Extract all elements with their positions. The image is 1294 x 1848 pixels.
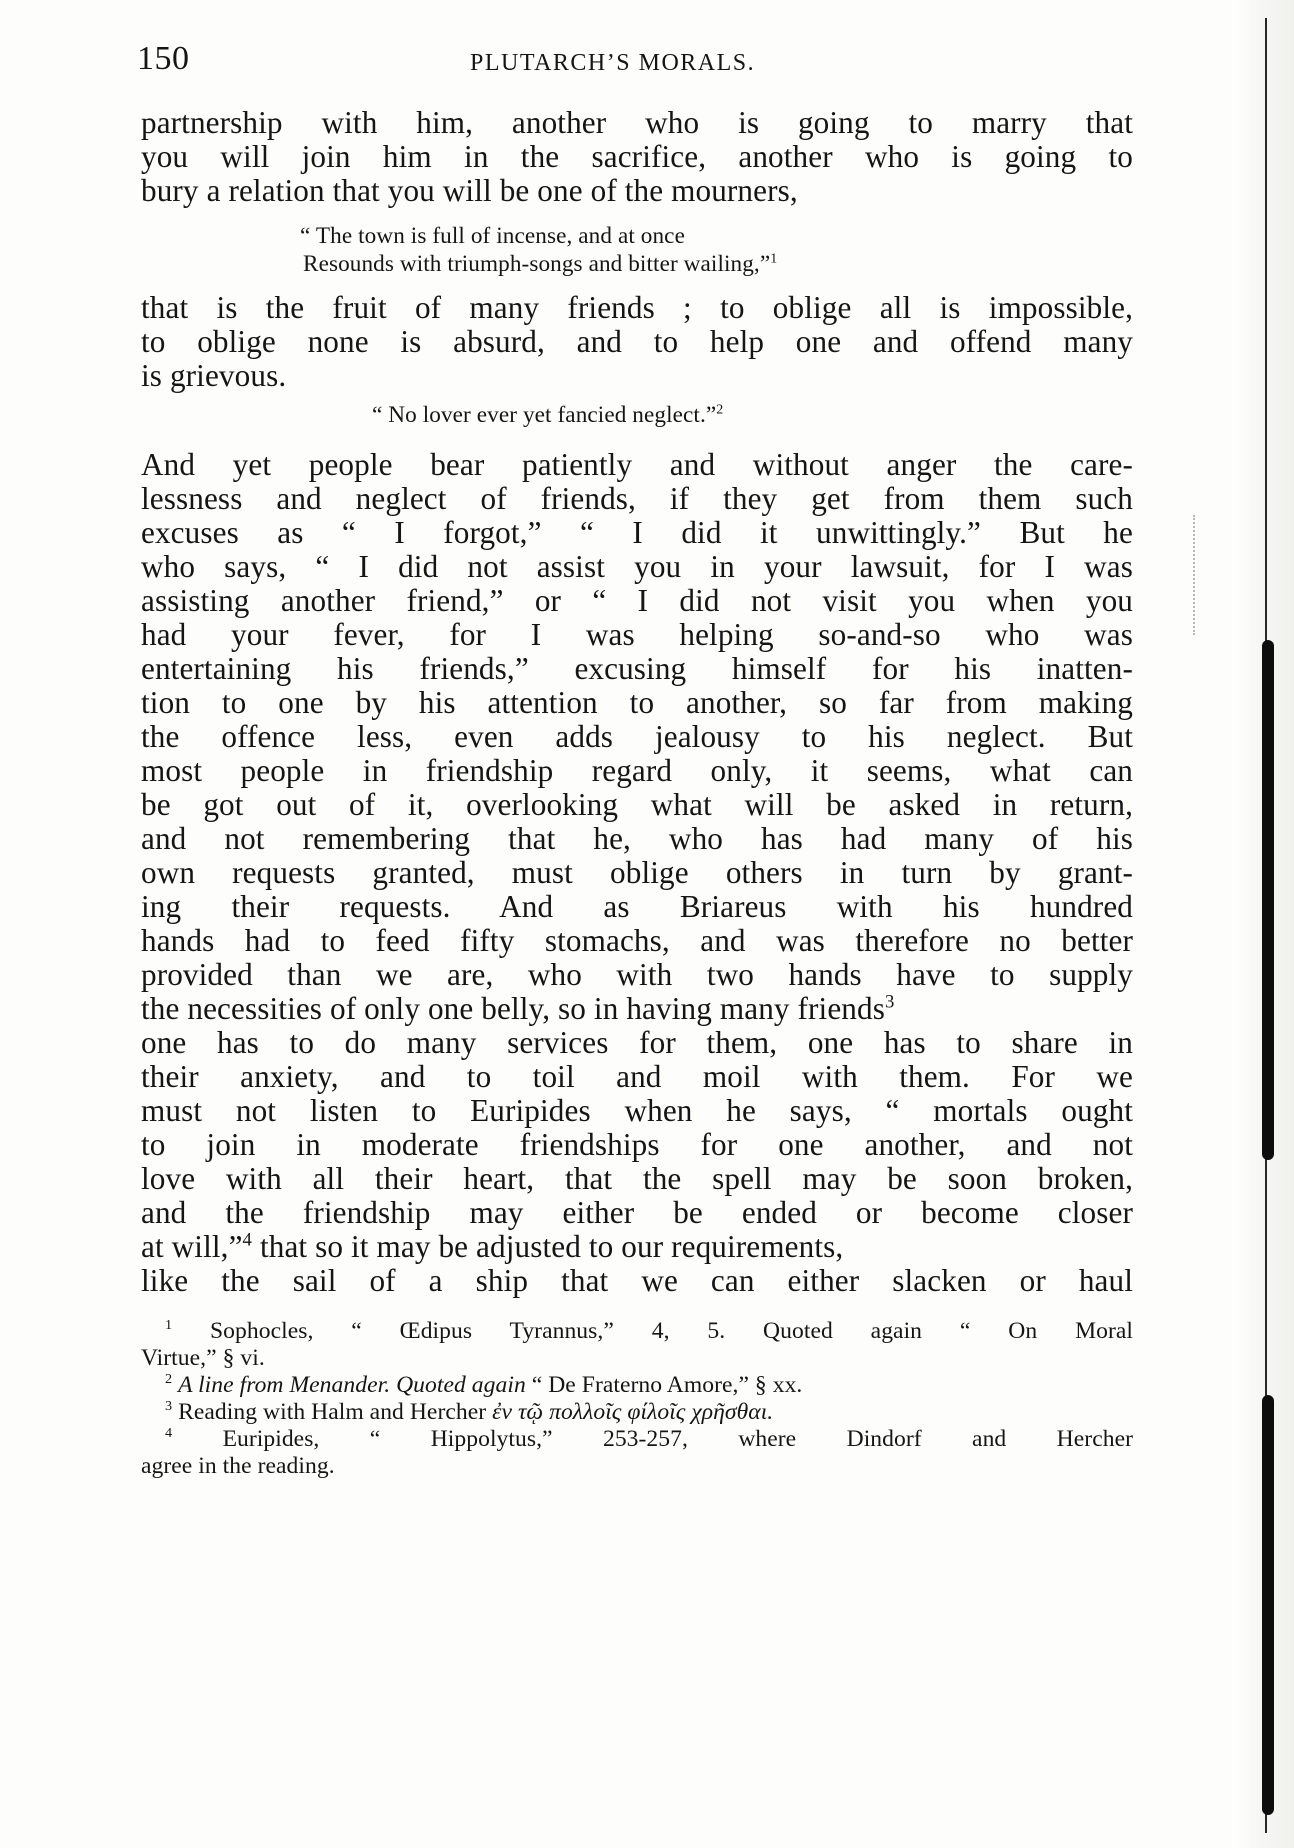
scan-speckle <box>1193 515 1199 635</box>
text-line: one has to do many services for them, one has to share in <box>141 1025 1133 1060</box>
text-line: entertaining his friends,” excusing himself for his inatten- <box>141 651 1133 686</box>
footnote-text: Euripides, “ Hippolytus,” 253-257, where Dindorf and Hercher <box>222 1426 1134 1452</box>
footnote-marker: 3 <box>165 1398 173 1415</box>
footnote-text: “ De Fraterno Amore,” § xx. <box>525 1372 803 1398</box>
text-line: to oblige none is absurd, and to help one and offend many <box>141 324 1133 359</box>
text-line: must not listen to Euripides when he says, “ mortals ought <box>141 1093 1133 1128</box>
text-line: that is the fruit of many friends ; to oblige all is impossible, <box>141 290 1133 325</box>
text-line: provided than we are, who with two hands have to supply <box>141 957 1133 992</box>
text-line: their anxiety, and to toil and moil with them. For we <box>141 1059 1133 1094</box>
text-line: the offence less, even adds jealousy to his neglect. But <box>141 719 1133 754</box>
running-title: PLUTARCH’S MORALS. <box>470 50 756 76</box>
text-line: be got out of it, overlooking what will be asked in return, <box>141 787 1133 822</box>
text-line: excuses as “ I forgot,” “ I did it unwittingly.” But he <box>141 515 1133 550</box>
footnote-marker: 1 <box>165 1317 173 1334</box>
text-line: and not remembering that he, who has had many of his <box>141 821 1133 856</box>
text-line: and the friendship may either be ended or become closer <box>141 1195 1133 1230</box>
footnote-ref: 2 <box>716 402 724 418</box>
binding-shadow <box>1262 1395 1274 1815</box>
footnote-italic: A line from Menander. Quoted again <box>178 1372 526 1398</box>
text-line: to join in moderate friendships for one another, and not <box>141 1127 1133 1162</box>
line-text: that so it may be adjusted to our requirements, <box>252 1229 844 1264</box>
footnote-4 <box>165 1426 1133 1453</box>
line-text: at will,” <box>141 1229 243 1264</box>
verse-line <box>303 251 777 278</box>
text-line: assisting another friend,” or “ I did not visit you when you <box>141 583 1133 618</box>
text-line <box>141 991 1133 1027</box>
footnote-marker: 2 <box>165 1371 173 1388</box>
footnote-ref: 1 <box>770 251 778 267</box>
quote-line <box>372 402 723 429</box>
text-line: you will join him in the sacrifice, another who is going to <box>141 139 1133 174</box>
verse-text: Resounds with triumph-songs and bitter wailing,” <box>303 251 771 277</box>
text-line: hands had to feed fifty stomachs, and was therefore no better <box>141 923 1133 958</box>
text-line: partnership with him, another who is going to marry that <box>141 105 1133 140</box>
footnote-marker: 4 <box>165 1425 173 1442</box>
text-line: bury a relation that you will be one of the mourners, <box>141 173 798 208</box>
binding-shadow <box>1262 640 1274 1160</box>
footnote-ref: 3 <box>885 991 895 1013</box>
text-line: most people in friendship regard only, it seems, what can <box>141 753 1133 788</box>
text-line: like the sail of a ship that we can either slacken or haul <box>141 1263 1133 1298</box>
verse-line: “ The town is full of incense, and at once <box>300 223 685 249</box>
text-line: And yet people bear patiently and without anger the care- <box>141 447 1133 482</box>
text-line: love with all their heart, that the spell may be soon broken, <box>141 1161 1133 1196</box>
footnote-text: Reading with Halm and Hercher <box>178 1399 487 1425</box>
text-line: had your fever, for I was helping so-and-so who was <box>141 617 1133 652</box>
greek-text: ἐν τῷ πολλοῖς φίλοῖς χρῆσθαι. <box>492 1399 774 1425</box>
text-line: tion to one by his attention to another, so far from making <box>141 685 1133 720</box>
text-line: who says, “ I did not assist you in your lawsuit, for I was <box>141 549 1133 584</box>
footnote-1 <box>165 1318 1133 1345</box>
line-text: the necessities of only one belly, so in having many friends <box>141 991 885 1026</box>
text-line: is grievous. <box>141 358 287 393</box>
text-line: own requests granted, must oblige others in turn by grant- <box>141 855 1133 890</box>
footnote-4-cont: agree in the reading. <box>141 1453 335 1479</box>
text-line <box>141 1229 1133 1265</box>
text-line: lessness and neglect of friends, if they get from them such <box>141 481 1133 516</box>
text-line: ing their requests. And as Briareus with his hundred <box>141 889 1133 924</box>
quote-text: “ No lover ever yet fancied neglect.” <box>372 402 717 428</box>
footnote-1-cont: Virtue,” § vi. <box>141 1345 265 1371</box>
footnote-2 <box>165 1372 1133 1399</box>
footnote-text: Sophocles, “ Œdipus Tyrannus,” 4, 5. Quoted again “ On Moral <box>210 1318 1133 1344</box>
footnote-ref: 4 <box>242 1229 253 1251</box>
page-number: 150 <box>137 40 190 77</box>
footnote-3 <box>165 1399 1133 1426</box>
